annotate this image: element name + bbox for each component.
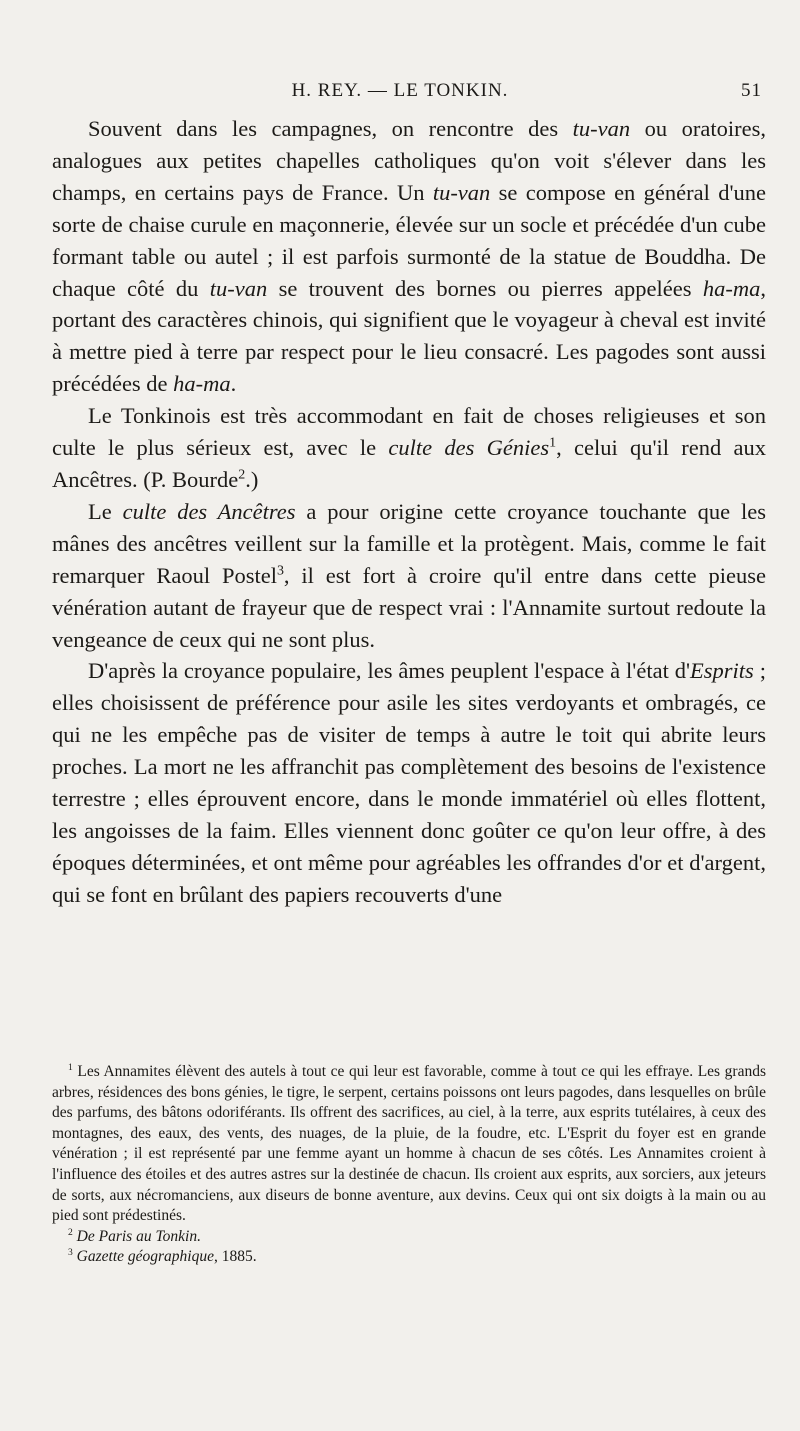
text-run: Souvent dans les campagnes, on rencontre des xyxy=(88,116,573,141)
paragraph-culte-genies xyxy=(52,400,766,496)
italic-term: ha-ma xyxy=(702,275,761,301)
text-run: se trouvent des bornes ou pierres appelées xyxy=(267,275,703,301)
text-run: . xyxy=(230,371,237,397)
footnote-2 xyxy=(52,1227,766,1248)
text-run: , il est fort à croire qu'il entre dans cette pieuse vénération autant de frayeur que de respect vrai : l'Annamite surtout redoute la vengeance de ceux qui ne sont plus. xyxy=(52,562,766,652)
text-run: .) xyxy=(245,466,259,492)
footnote-ref[interactable]: 3 xyxy=(276,563,284,579)
italic-term: tu-van xyxy=(572,116,631,141)
footnote-ref[interactable]: 1 xyxy=(549,435,557,451)
footnotes xyxy=(52,1062,766,1268)
footnote-1 xyxy=(52,1062,766,1227)
footnote-ref[interactable]: 2 xyxy=(238,467,246,483)
footnote-mark: 3 xyxy=(68,1247,73,1259)
text-run: Le Tonkinois est très accommodant en fait de choses religieuses et son culte le plus sérieux est, avec le xyxy=(52,403,766,461)
italic-term: culte des Génies xyxy=(388,435,550,461)
paragraph-culte-ancetres xyxy=(52,496,766,656)
footnote-text: , 1885. xyxy=(214,1248,257,1266)
italic-term: tu-van xyxy=(432,179,491,205)
text-run: , celui qu'il rend aux Ancêtres. (P. Bourde xyxy=(52,435,767,492)
footnote-text: De Paris au Tonkin. xyxy=(72,1227,201,1245)
main-text xyxy=(52,113,766,911)
italic-term: Esprits xyxy=(690,658,754,684)
italic-term: culte des Ancêtres xyxy=(122,498,296,524)
paragraph-tu-van xyxy=(52,113,766,400)
footnote-text: Les Annamites élèvent des autels à tout ce qui leur est favorable, comme à tout ce qui les effraye. Les grands arbres, résidences des bons génies, le tigre, le serpent, certains poissons ont leurs pagodes, dans lesquelles on brûle des parfums, des bâtons odoriférants. Ils offrent des sacrifices, au ciel, à la terre, aux esprits tutélaires, à ceux des montagnes, des eaux, des vents, des nuages, de la pluie, de la foudre, etc. L'Esprit du foyer est en grande vénération ; il est représenté par une femme ayant un homme à chacun de ses côtés. Les Annamites croient à l'influence des étoiles et des autres astres sur la destinée de chacun. Ils croient aux esprits, aux sorciers, aux jeteurs de sorts, aux nécromanciens, aux diseurs de bonne aventure, aux devins. Ceux qui ont six doigts à la main ou au pied sont prédestinés. xyxy=(52,1063,766,1225)
text-run: se compose en général d'une sorte de chaise curule en maçonnerie, élevée sur un socle et précédée d'un cube formant table ou autel ; il est parfois surmonté de la statue de Bouddha. De chaque côté du xyxy=(52,179,766,301)
text-run: Le xyxy=(88,498,123,524)
running-header xyxy=(0,80,800,108)
text-run: D'après la croyance populaire, les âmes peuplent l'espace à l'état d' xyxy=(88,658,691,684)
running-title: H. REY. — LE TONKIN. xyxy=(291,80,509,101)
footnote-mark: 2 xyxy=(68,1226,73,1238)
text-run: a pour origine cette croyance touchante que les mânes des ancêtres veillent sur la famille et la protègent. Mais, comme le fait remarquer Raoul Postel xyxy=(52,498,766,588)
footnote-mark: 1 xyxy=(68,1061,73,1073)
italic-term: tu-van xyxy=(209,275,268,301)
text-run: , portant des caractères chinois, qui signifient que le voyageur à cheval est invité à mettre pied à terre par respect pour le lieu consacré. Les pagodes sont aussi précédées de xyxy=(52,275,766,397)
footnote-text: Gazette géographique xyxy=(72,1248,214,1266)
footnote-3 xyxy=(52,1247,766,1268)
italic-term: ha-ma xyxy=(173,371,231,397)
text-run: ou oratoires, analogues aux petites chapelles catholiques qu'on voit s'élever dans les champs, en certains pays de France. Un xyxy=(52,116,767,205)
paragraph-esprits xyxy=(52,655,766,910)
page-number: 51 xyxy=(741,80,762,101)
text-run: ; elles choisissent de préférence pour asile les sites verdoyants et ombragés, ce qui ne les empêche pas de visiter de temps à autre le toit qui abrite leurs proches. La mort ne les affranchit pas complètement des besoins de l'existence terrestre ; elles éprouvent encore, dans le monde immatériel où elles flottent, les angoisses de la faim. Elles viennent donc goûter ce qu'on leur offre, à des époques déterminées, et ont même pour agréables les offrandes d'or et d'argent, qui se font en brûlant des papiers recouverts d'une xyxy=(52,658,766,907)
